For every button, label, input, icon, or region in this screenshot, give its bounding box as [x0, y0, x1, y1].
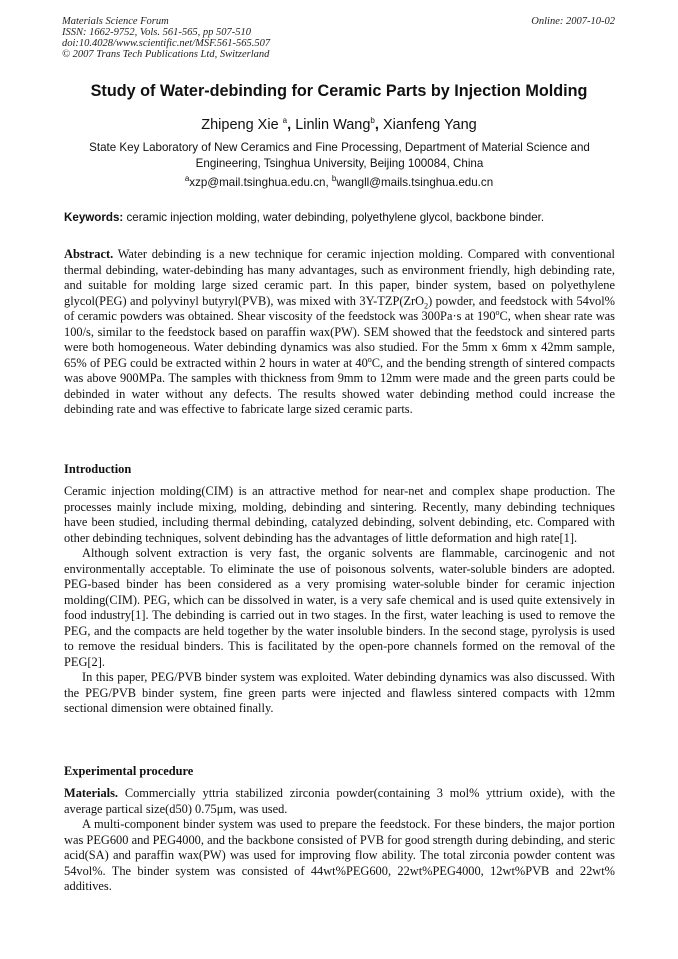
keywords-label: Keywords: — [64, 211, 124, 224]
email-address: wangll@mails.tsinghua.edu.cn — [336, 176, 494, 189]
section-heading-introduction: Introduction — [64, 462, 132, 476]
email-marker: b — [331, 174, 337, 184]
paragraph: Although solvent extraction is very fast, the organic solvents are flammable, carcinogenic and not environmentally acceptable. To eliminate the use of poisonous solvents, water-soluble binders are adopted. PEG-based binder has been considered as a very promising water-soluble binder for ceramic injection molding(CIM). PEG, which can be dissolved in water, is a very safe chemical and is used quite extensively in food industry[1]. The debinding is carried out in two stages. In the first, water leaching is used to remove the PEG, and the compacts are held together by the water insoluble binders. In the second stage, pyrolysis is used to remove the residual binders. This is facilitated by the open-pore channels formed on the removal of the PEG[2]. — [64, 546, 615, 669]
abstract-text: Water debinding is a new technique for ceramic injection molding. Compared with conventional thermal debinding, water-debinding has many advantages, such as environment friendly, high debinding rate, and suitable for molding large sized ceramic part. In this paper, binder system, based on polyethylene glycol(PEG) and polyvinyl butyryl(PVB), was mixed with 3Y-TZP(ZrO — [64, 247, 615, 308]
paper-title: Study of Water-debinding for Ceramic Parts by Injection Molding — [90, 82, 588, 100]
abstract-text: ) powder, and feedstock with 54vol% of ceramic powders was obtained. Shear viscosity of the feedstock was 300Pa·s at 190 — [64, 293, 615, 323]
paragraph: A multi-component binder system was used to prepare the feedstock. For these binders, the major portion was PEG600 and PEG4000, and the backbone consisted of PVB for good strength during debinding, and steric acid(SA) and paraffin wax(PW) was used for improving flow ability. The total zirconia powder content was 54vol%. The binder system was consisted of 44wt%PEG600, 22wt%PEG4000, 12wt%PVB and 22wt% additives. — [64, 817, 615, 893]
affiliation: State Key Laboratory of New Ceramics and Fine Processing, Department of Material Science and Engineering, Tsinghua University, Beijing 100084, China — [89, 141, 590, 170]
author-marker: a — [282, 116, 288, 126]
experimental-section — [64, 786, 615, 895]
keywords — [64, 211, 615, 224]
author-marker: b — [370, 116, 375, 126]
abstract-text: C, when shear rate was 100/s, similar to the feedstock based on paraffin wax(PW). SEM showed that the feedstock and sintered parts were both homogeneous. Water debinding dynamics was also studied. For the 5mm x 6mm x 42mm sample, 65% of PEG could be extracted within 2 hours in water at 40 — [64, 309, 615, 370]
degree-marker: o — [495, 307, 500, 317]
email-marker: a — [184, 174, 190, 184]
subscript: 2 — [424, 300, 429, 310]
introduction-section — [64, 484, 615, 717]
publication-header — [62, 16, 270, 60]
abstract-label: Abstract. — [64, 247, 114, 261]
author-emails — [0, 176, 678, 189]
author-name: Xianfeng Yang — [382, 117, 477, 133]
abstract — [64, 247, 615, 418]
email-address: xzp@mail.tsinghua.edu.cn, — [189, 176, 329, 189]
journal-name: Materials Science Forum — [62, 16, 169, 27]
issn-line: ISSN: 1662-9752, Vols. 561-565, pp 507-510 — [62, 27, 251, 38]
section-heading-experimental: Experimental procedure — [64, 764, 194, 778]
author-list: Zhipeng Xie $^a$, Linlin Wang$^b$, Xianfeng Yang — [201, 116, 477, 133]
abstract-text: C, and the bending strength of sintered compacts was above 900MPa. The samples with thickness from 9mm to 12mm were made and the green parts could be debinded in water without any defects. The results showed water debinding method could increase the debinding rate and was effective to fabricate large sized ceramic parts. — [64, 355, 615, 416]
paragraph: In this paper, PEG/PVB binder system was exploited. Water debinding dynamics was also discussed. With the PEG/PVB binder system, fine green parts were injected and flawless sintered compacts with 12mm sectional dimension were obtained finally. — [64, 670, 615, 715]
paragraph: Commercially yttria stabilized zirconia powder(containing 3 mol% yttrium oxide), with the average partical size(d50) 0.75μm, was used. — [64, 786, 615, 816]
author-name: Linlin Wang — [295, 117, 371, 133]
keywords-text: ceramic injection molding, water debinding, polyethylene glycol, backbone binder. — [123, 211, 545, 224]
copyright-line: © 2007 Trans Tech Publications Ltd, Switzerland — [62, 49, 270, 60]
author-name: Zhipeng Xie — [201, 117, 279, 133]
materials-label: Materials. — [64, 786, 119, 800]
degree-marker: o — [367, 354, 372, 364]
paragraph: Ceramic injection molding(CIM) is an attractive method for near-net and complex shape production. The processes mainly include mixing, molding, debinding and sintering. Recently, many debinding techniques have been studied, including thermal debinding, catalyzed debinding, solvent debinding, etc. Compared with other debinding techniques, solvent debinding has the advantages of little deformation and high rate[1]. — [64, 484, 615, 545]
online-date: Online: 2007-10-02 — [531, 16, 615, 27]
doi-line: doi:10.4028/www.scientific.net/MSF.561-565.507 — [62, 38, 271, 49]
